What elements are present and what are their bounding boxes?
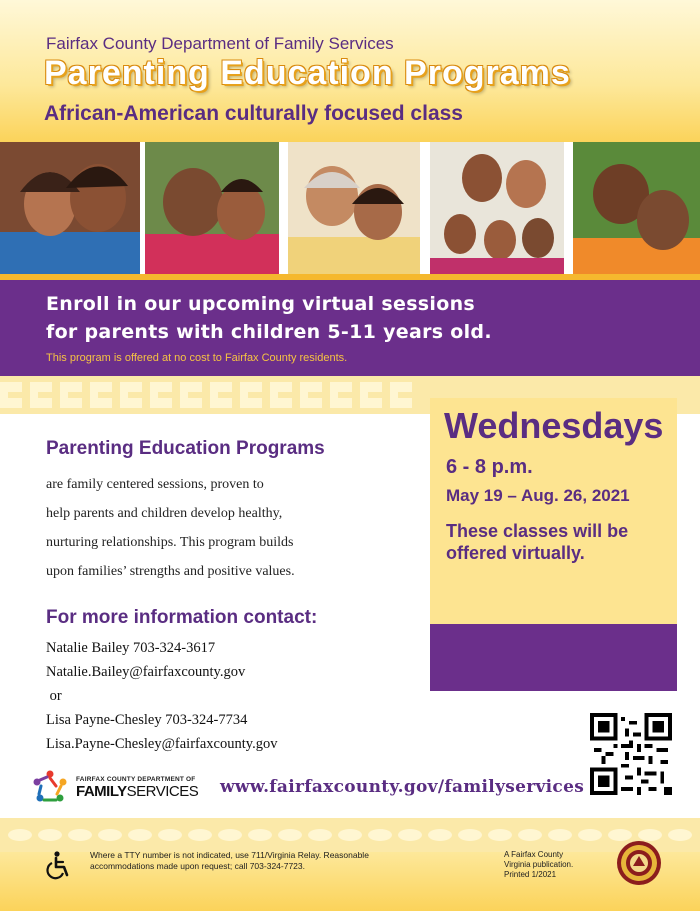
family-photo-4 xyxy=(430,142,564,274)
contact-phone-1: Natalie Bailey 703-324-3617 xyxy=(46,640,216,656)
logo-department-text: FAIRFAX COUNTY DEPARTMENT OF xyxy=(76,776,196,783)
page-subtitle: African-American culturally focused class xyxy=(44,102,463,125)
family-photo-1 xyxy=(0,142,140,274)
qr-code-icon[interactable] xyxy=(590,713,672,795)
enroll-text xyxy=(46,290,492,346)
description-line: nurturing relationships. This program builds xyxy=(46,535,294,550)
contact-or: or xyxy=(46,688,62,704)
family-photo-3 xyxy=(288,142,420,274)
schedule-dates: May 19 – Aug. 26, 2021 xyxy=(446,486,630,505)
enroll-line-1: Enroll in our upcoming virtual sessions xyxy=(46,293,476,315)
description-line: upon families’ strengths and positive values. xyxy=(46,564,295,579)
description-line: are family centered sessions, proven to xyxy=(46,477,264,492)
free-note: This program is offered at no cost to Fairfax County residents. xyxy=(46,352,348,364)
wheelchair-icon xyxy=(44,850,74,880)
pattern-band-bottom xyxy=(0,818,700,852)
logo-name-bold: FAMILY xyxy=(76,783,127,800)
publication-line: Printed 1/2021 xyxy=(504,870,557,879)
logo-name-thin: SERVICES xyxy=(126,783,199,800)
family-photo-2 xyxy=(145,142,279,274)
logo-name xyxy=(76,783,198,800)
enroll-line-2: for parents with children 5-11 years old. xyxy=(46,321,492,343)
people-circle-logo-icon xyxy=(30,768,70,808)
page-title: Parenting Education Programs xyxy=(44,54,571,92)
publication-note xyxy=(504,850,573,880)
county-seal-icon xyxy=(616,840,662,886)
family-photo-5 xyxy=(573,142,700,274)
contact-email-2[interactable]: Lisa.Payne-Chesley@fairfaxcounty.gov xyxy=(46,736,278,752)
description-body xyxy=(46,470,386,586)
contact-title: For more information contact: xyxy=(46,607,318,628)
photo-strip xyxy=(0,142,700,274)
website-link[interactable]: www.fairfaxcounty.gov/familyservices xyxy=(220,777,585,797)
schedule-day: Wednesdays xyxy=(444,405,664,446)
contact-phone-2: Lisa Payne-Chesley 703-324-7734 xyxy=(46,712,248,728)
description-line: help parents and children develop healthy, xyxy=(46,506,283,521)
schedule-footer-block xyxy=(430,624,677,691)
schedule-virtual-note: These classes will be offered virtually. xyxy=(446,521,629,563)
description-title: Parenting Education Programs xyxy=(46,438,325,459)
tty-note: Where a TTY number is not indicated, use 711/Virginia Relay. Reasonable accommodations made upon request; call 703-324-7723. xyxy=(90,850,369,871)
publication-line: Virginia publication. xyxy=(504,860,574,869)
contact-list xyxy=(46,636,277,756)
publication-line: A Fairfax County xyxy=(504,850,564,859)
agency-name: Fairfax County Department of Family Services xyxy=(46,34,394,53)
schedule-time: 6 - 8 p.m. xyxy=(446,456,533,478)
contact-email-1[interactable]: Natalie.Bailey@fairfaxcounty.gov xyxy=(46,664,246,680)
